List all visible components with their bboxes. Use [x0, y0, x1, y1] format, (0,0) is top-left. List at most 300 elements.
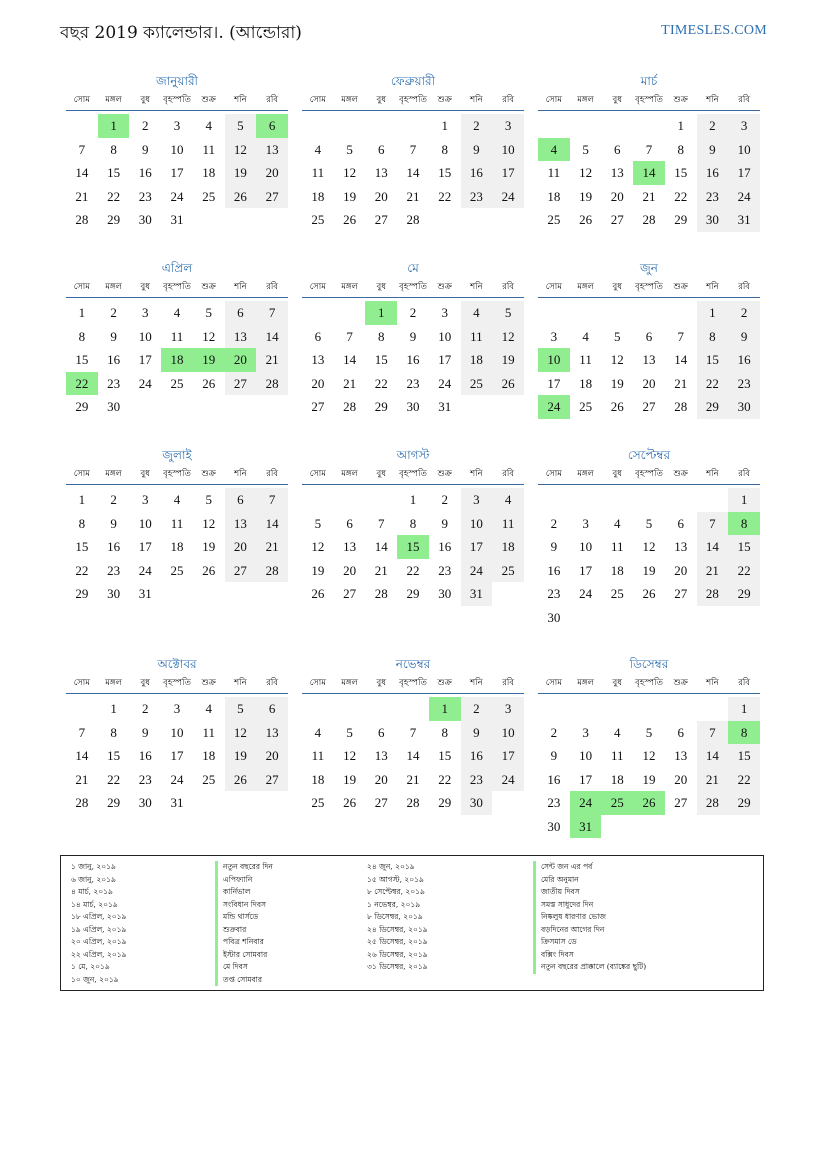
- weekday-label: শনি: [470, 469, 483, 479]
- empty-cell: [302, 488, 334, 512]
- day-cell: 9: [550, 539, 558, 554]
- day-cell: 18: [547, 188, 561, 204]
- day-cell: 2: [110, 492, 117, 507]
- day-cell: 7: [677, 328, 684, 344]
- day-cell: 31: [438, 399, 452, 414]
- day-cell: 14: [406, 748, 420, 763]
- day-cell: 6: [256, 697, 288, 721]
- day-cell: 8: [677, 141, 684, 157]
- day-cell: 24: [579, 586, 593, 601]
- day-cell: 11: [202, 724, 215, 740]
- weekday-label: মঙ্গল: [577, 95, 594, 105]
- day-cell: 24: [138, 375, 152, 391]
- month-block: [66, 446, 288, 606]
- weekday-label: মঙ্গল: [105, 282, 122, 292]
- month-block: [538, 446, 760, 629]
- day-cell: 5: [645, 515, 653, 531]
- month-block: [538, 259, 760, 419]
- day-cell: 17: [170, 165, 184, 180]
- day-cell: 10: [492, 721, 524, 745]
- weekday-label: বৃহস্পতি: [399, 678, 427, 688]
- month-name: মার্চ: [640, 74, 658, 88]
- weekday-label: রবি: [502, 678, 515, 688]
- day-cell: 27: [225, 372, 257, 396]
- weekday-label: রবি: [502, 95, 515, 105]
- day-cell: 8: [78, 515, 86, 531]
- weekday-label: শনি: [234, 678, 247, 688]
- day-cell: 17: [547, 375, 561, 391]
- day-cell: 5: [205, 305, 212, 320]
- day-cell: 3: [142, 492, 149, 507]
- empty-cell: [601, 488, 633, 512]
- day-cell: 8: [409, 515, 417, 531]
- day-grid: [538, 697, 760, 838]
- day-cell: 20: [311, 375, 325, 391]
- day-cell: 4: [614, 724, 621, 740]
- day-cell: 31: [728, 208, 760, 232]
- empty-cell: [334, 697, 366, 721]
- day-cell: 19: [225, 744, 257, 768]
- day-cell: 23: [107, 562, 121, 578]
- day-grid: [66, 488, 288, 606]
- day-cell: 7: [346, 328, 353, 344]
- holiday-day-cell: 1: [429, 697, 461, 721]
- weekday-label: রবি: [738, 678, 751, 688]
- month-name: ডিসেম্বর: [629, 657, 669, 671]
- legend-date: ১ মে, ২০১৯: [71, 962, 110, 971]
- holiday-day-cell: 6: [256, 114, 288, 138]
- site-link[interactable]: TIMESLES.COM: [661, 23, 767, 38]
- day-cell: 25: [170, 562, 184, 578]
- weekday-label: শুক্র: [437, 282, 452, 292]
- day-cell: 19: [579, 188, 593, 204]
- weekday-label: বৃহস্পতি: [163, 95, 191, 105]
- day-cell: 20: [256, 744, 288, 768]
- legend-holiday-name: ইস্টার সোমবার: [215, 949, 273, 962]
- weekday-label: মঙ্গল: [105, 95, 122, 105]
- day-cell: 6: [677, 515, 684, 531]
- day-cell: 29: [438, 795, 452, 810]
- day-cell: 15: [697, 348, 729, 372]
- day-cell: 2: [461, 697, 493, 721]
- day-cell: 13: [256, 721, 288, 745]
- day-cell: 5: [225, 114, 257, 138]
- day-grid: [538, 114, 760, 232]
- day-cell: 13: [343, 539, 357, 554]
- legend-date: ৬ জানু, ২০১৯: [71, 874, 116, 884]
- day-cell: 13: [610, 165, 624, 180]
- day-grid: [66, 697, 288, 815]
- day-cell: 29: [697, 395, 729, 419]
- day-cell: 7: [697, 721, 729, 745]
- day-cell: 7: [645, 141, 653, 157]
- day-cell: 30: [138, 795, 152, 810]
- day-cell: 15: [75, 539, 89, 554]
- day-cell: 17: [579, 771, 593, 787]
- day-cell: 14: [406, 165, 420, 180]
- day-cell: 20: [256, 161, 288, 185]
- month-block: [302, 72, 524, 232]
- day-cell: 18: [579, 375, 593, 391]
- day-grid: [538, 301, 760, 419]
- day-cell: 3: [142, 305, 149, 320]
- holiday-day-cell: 20: [225, 348, 257, 372]
- weekday-label: সোম: [309, 469, 326, 479]
- empty-cell: [601, 697, 633, 721]
- month-name: মে: [407, 261, 419, 275]
- day-cell: 21: [642, 188, 656, 204]
- day-cell: 3: [728, 114, 760, 138]
- weekday-label: শনি: [706, 95, 719, 105]
- legend-holiday-name: বড়দিনের আগের দিন: [533, 924, 646, 937]
- empty-cell: [538, 697, 570, 721]
- day-cell: 19: [610, 375, 624, 391]
- weekday-label: শুক্র: [201, 678, 216, 688]
- day-cell: 23: [697, 185, 729, 209]
- day-cell: 5: [346, 724, 353, 740]
- empty-cell: [570, 301, 602, 325]
- month-block: [302, 446, 524, 606]
- day-cell: 11: [311, 165, 325, 180]
- day-cell: 18: [461, 348, 493, 372]
- day-cell: 2: [441, 492, 448, 507]
- empty-cell: [601, 301, 633, 325]
- day-cell: 14: [697, 535, 729, 559]
- day-cell: 6: [225, 488, 257, 512]
- day-cell: 13: [374, 748, 388, 763]
- day-cell: 29: [374, 399, 388, 414]
- day-cell: 2: [110, 305, 117, 320]
- day-cell: 13: [374, 165, 388, 180]
- weekday-label: মঙ্গল: [341, 95, 358, 105]
- day-cell: 21: [406, 771, 420, 787]
- legend-holiday-name: বক্সিং দিবস: [533, 949, 646, 962]
- day-cell: 14: [256, 325, 288, 349]
- day-cell: 12: [642, 748, 656, 763]
- day-cell: 23: [406, 375, 420, 391]
- day-cell: 11: [492, 512, 524, 536]
- day-cell: 22: [697, 372, 729, 396]
- day-cell: 29: [728, 582, 760, 606]
- day-cell: 19: [343, 188, 357, 204]
- weekday-header: [538, 90, 760, 111]
- weekday-label: সোম: [309, 678, 326, 688]
- holiday-day-cell: 1: [365, 301, 397, 325]
- day-cell: 20: [674, 562, 688, 578]
- weekday-label: রবি: [738, 469, 751, 479]
- day-cell: 10: [138, 515, 152, 531]
- empty-cell: [365, 697, 397, 721]
- day-cell: 10: [170, 141, 184, 157]
- day-cell: 20: [610, 188, 624, 204]
- day-cell: 13: [311, 352, 325, 367]
- weekday-label: বৃহস্পতি: [399, 469, 427, 479]
- day-cell: 6: [677, 724, 684, 740]
- day-cell: 6: [346, 515, 353, 531]
- day-cell: 26: [343, 212, 357, 227]
- weekday-label: মঙ্গল: [577, 282, 594, 292]
- weekday-label: বৃহস্পতি: [635, 282, 663, 292]
- day-cell: 19: [642, 562, 656, 578]
- legend-date: ২৫ ডিসেম্বর, ২০১৯: [367, 937, 428, 946]
- day-cell: 19: [492, 348, 524, 372]
- weekday-label: মঙ্গল: [105, 469, 122, 479]
- day-cell: 1: [728, 697, 760, 721]
- day-cell: 7: [409, 724, 417, 740]
- day-cell: 9: [697, 138, 729, 162]
- day-cell: 11: [611, 748, 624, 763]
- day-cell: 9: [441, 515, 448, 531]
- day-cell: 26: [225, 185, 257, 209]
- day-cell: 20: [343, 562, 357, 578]
- weekday-label: রবি: [502, 282, 515, 292]
- day-cell: 9: [142, 724, 149, 740]
- day-cell: 9: [110, 515, 117, 531]
- page-title: বছর 2019 ক্যালেন্ডার।. (আন্ডোরা): [60, 23, 302, 43]
- empty-cell: [538, 301, 570, 325]
- day-cell: 15: [438, 748, 452, 763]
- weekday-header: [538, 277, 760, 298]
- weekday-header: [538, 673, 760, 694]
- day-cell: 29: [728, 791, 760, 815]
- weekday-label: বুধ: [612, 95, 623, 105]
- legend-dates-col-2: [367, 861, 428, 974]
- day-cell: 25: [610, 586, 624, 601]
- day-cell: 18: [202, 165, 216, 180]
- day-cell: 23: [728, 372, 760, 396]
- day-cell: 22: [438, 188, 452, 204]
- weekday-label: শনি: [470, 282, 483, 292]
- month-name: জুলাই: [162, 448, 192, 462]
- day-cell: 4: [173, 492, 181, 507]
- empty-cell: [397, 114, 429, 138]
- day-cell: 18: [610, 771, 624, 787]
- weekday-label: বুধ: [612, 469, 623, 479]
- day-cell: 22: [728, 559, 760, 583]
- day-cell: 3: [550, 328, 558, 344]
- day-cell: 18: [610, 562, 624, 578]
- day-cell: 5: [205, 492, 212, 507]
- weekday-label: মঙ্গল: [341, 678, 358, 688]
- day-cell: 2: [697, 114, 729, 138]
- month-block: [302, 259, 524, 419]
- day-cell: 29: [107, 212, 121, 227]
- weekday-label: বৃহস্পতি: [399, 95, 427, 105]
- legend-holiday-name: শুক্রবার: [215, 924, 273, 937]
- weekday-label: বুধ: [376, 95, 387, 105]
- day-grid: [302, 301, 524, 419]
- weekday-label: বৃহস্পতি: [635, 95, 663, 105]
- holiday-day-cell: 24: [570, 791, 602, 815]
- empty-cell: [365, 488, 397, 512]
- day-cell: 30: [107, 399, 121, 414]
- day-cell: 3: [461, 488, 493, 512]
- month-name: জুন: [640, 261, 658, 275]
- day-cell: 23: [461, 185, 493, 209]
- weekday-label: সোম: [73, 678, 90, 688]
- day-cell: 16: [547, 562, 561, 578]
- holiday-day-cell: 1: [98, 114, 130, 138]
- legend-holiday-name: সমস্ত সাধুদের দিন: [533, 899, 646, 912]
- day-cell: 30: [461, 791, 493, 815]
- empty-cell: [302, 114, 334, 138]
- day-cell: 14: [674, 352, 688, 367]
- day-cell: 27: [610, 212, 624, 227]
- weekday-label: বুধ: [612, 678, 623, 688]
- day-cell: 21: [674, 375, 688, 391]
- day-cell: 25: [579, 399, 593, 414]
- day-cell: 11: [579, 352, 592, 367]
- day-cell: 10: [138, 328, 152, 344]
- day-cell: 10: [728, 138, 760, 162]
- empty-cell: [570, 488, 602, 512]
- empty-cell: [570, 114, 602, 138]
- day-cell: 17: [461, 535, 493, 559]
- day-cell: 16: [438, 539, 452, 554]
- weekday-label: শনি: [234, 469, 247, 479]
- holiday-day-cell: 8: [728, 512, 760, 536]
- day-cell: 8: [378, 328, 385, 344]
- month-name: জানুয়ারী: [156, 74, 198, 88]
- weekday-label: রবি: [738, 282, 751, 292]
- weekday-label: বুধ: [140, 95, 151, 105]
- empty-cell: [633, 114, 665, 138]
- day-cell: 21: [697, 768, 729, 792]
- day-cell: 12: [202, 328, 216, 344]
- holiday-day-cell: 14: [633, 161, 665, 185]
- day-cell: 15: [674, 165, 688, 180]
- day-cell: 9: [409, 328, 417, 344]
- month-block: [302, 655, 524, 815]
- day-cell: 4: [205, 701, 212, 716]
- month-name: ফেব্রুয়ারী: [390, 74, 436, 88]
- day-cell: 4: [205, 118, 212, 133]
- weekday-header: [538, 464, 760, 485]
- weekday-label: বুধ: [376, 282, 387, 292]
- legend-date: ২৪ জুন, ২০১৯: [367, 862, 415, 871]
- holiday-legend: [60, 855, 764, 991]
- empty-cell: [302, 301, 334, 325]
- day-cell: 28: [256, 372, 288, 396]
- day-cell: 28: [75, 212, 89, 227]
- day-cell: 26: [343, 795, 357, 810]
- day-cell: 28: [674, 399, 688, 414]
- day-cell: 31: [138, 586, 152, 601]
- holiday-day-cell: 18: [161, 348, 193, 372]
- day-cell: 30: [438, 586, 452, 601]
- weekday-label: শুক্র: [673, 469, 688, 479]
- empty-cell: [302, 697, 334, 721]
- day-cell: 4: [461, 301, 493, 325]
- day-cell: 1: [78, 492, 86, 507]
- day-cell: 17: [579, 562, 593, 578]
- day-cell: 20: [374, 188, 388, 204]
- weekday-label: শুক্র: [201, 469, 216, 479]
- legend-holiday-name: মে দিবস: [215, 961, 273, 974]
- weekday-label: শুক্র: [437, 678, 452, 688]
- day-cell: 21: [256, 535, 288, 559]
- day-cell: 26: [225, 768, 257, 792]
- day-cell: 24: [438, 375, 452, 391]
- day-cell: 28: [406, 212, 420, 227]
- day-cell: 20: [642, 375, 656, 391]
- weekday-label: সোম: [73, 469, 90, 479]
- day-cell: 5: [346, 141, 353, 157]
- day-cell: 22: [728, 768, 760, 792]
- day-cell: 26: [610, 399, 624, 414]
- weekday-label: শুক্র: [201, 282, 216, 292]
- weekday-label: সোম: [73, 282, 90, 292]
- day-cell: 29: [107, 795, 121, 810]
- day-cell: 15: [107, 165, 121, 180]
- day-cell: 29: [75, 586, 89, 601]
- day-cell: 12: [311, 539, 325, 554]
- day-cell: 23: [547, 795, 561, 810]
- weekday-header: [302, 277, 524, 298]
- day-cell: 19: [343, 771, 357, 787]
- day-cell: 1: [728, 488, 760, 512]
- empty-cell: [697, 488, 729, 512]
- weekday-header: [66, 464, 288, 485]
- day-cell: 11: [461, 325, 493, 349]
- weekday-label: সোম: [309, 282, 326, 292]
- legend-holiday-name: মন্ডি থার্সডে: [215, 911, 273, 924]
- day-cell: 17: [170, 748, 184, 763]
- day-cell: 1: [677, 118, 684, 133]
- weekday-label: রবি: [266, 469, 279, 479]
- day-cell: 21: [343, 375, 357, 391]
- day-cell: 2: [461, 114, 493, 138]
- day-cell: 26: [642, 586, 656, 601]
- empty-cell: [334, 488, 366, 512]
- day-grid: [302, 488, 524, 606]
- day-cell: 27: [674, 795, 688, 810]
- day-cell: 28: [642, 212, 656, 227]
- day-cell: 8: [110, 141, 117, 157]
- day-cell: 13: [642, 352, 656, 367]
- day-cell: 8: [441, 724, 448, 740]
- weekday-label: শুক্র: [201, 95, 216, 105]
- holiday-day-cell: 22: [66, 372, 98, 396]
- day-cell: 5: [225, 697, 257, 721]
- day-cell: 7: [256, 301, 288, 325]
- weekday-label: শনি: [706, 678, 719, 688]
- day-cell: 16: [697, 161, 729, 185]
- day-cell: 26: [311, 586, 325, 601]
- weekday-header: [302, 90, 524, 111]
- legend-date: ১৮ এপ্রিল, ২০১৯: [71, 912, 127, 921]
- day-cell: 22: [107, 771, 121, 787]
- weekday-label: সোম: [309, 95, 326, 105]
- empty-cell: [633, 301, 665, 325]
- weekday-header: [66, 277, 288, 298]
- month-block: [66, 72, 288, 232]
- day-cell: 27: [674, 586, 688, 601]
- day-cell: 3: [441, 305, 448, 320]
- day-cell: 4: [314, 141, 322, 157]
- day-cell: 11: [611, 539, 624, 554]
- weekday-label: সোম: [545, 282, 562, 292]
- day-cell: 13: [225, 512, 257, 536]
- weekday-label: রবি: [266, 678, 279, 688]
- day-cell: 24: [138, 562, 152, 578]
- day-grid: [538, 488, 760, 629]
- day-cell: 6: [378, 141, 385, 157]
- weekday-label: বুধ: [376, 678, 387, 688]
- holiday-day-cell: 15: [397, 535, 429, 559]
- day-cell: 24: [492, 185, 524, 209]
- day-cell: 8: [697, 325, 729, 349]
